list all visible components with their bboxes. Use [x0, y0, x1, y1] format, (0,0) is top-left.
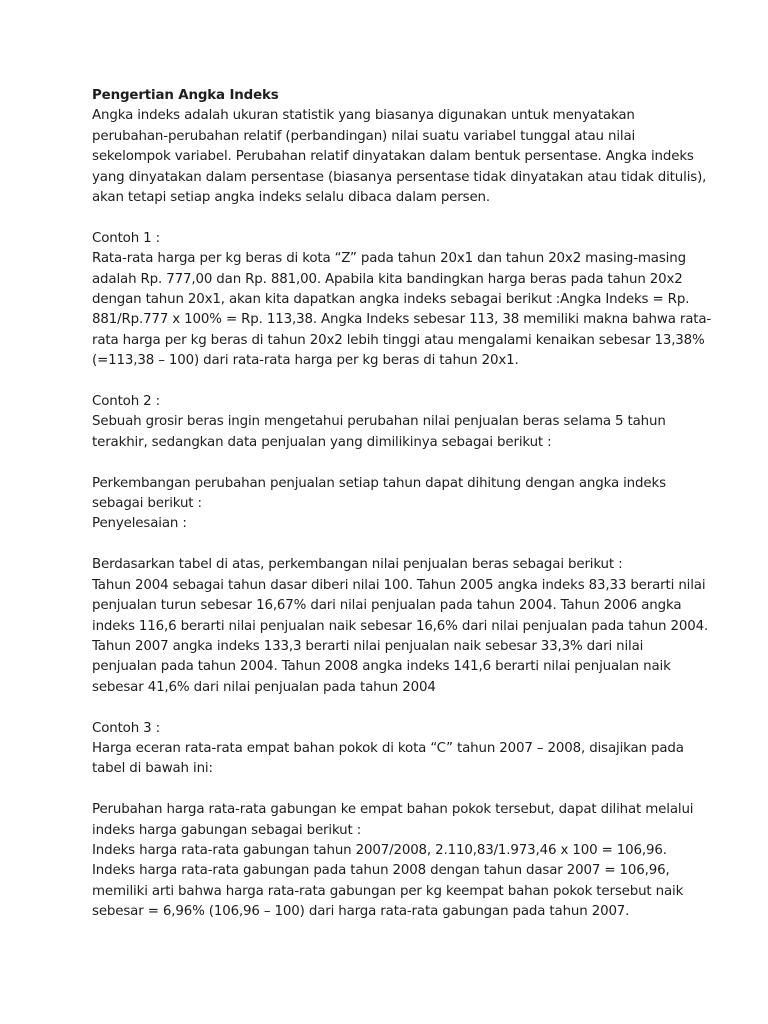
text-line: Angka indeks adalah ukuran statistik yang biasanya digunakan untuk menyatakan	[92, 108, 635, 124]
text-line: perubahan-perubahan relatif (perbandingan) nilai suatu variabel tunggal atau nilai	[92, 128, 636, 144]
text-line: Penyelesaian :	[92, 516, 187, 532]
paragraph-sales-growth	[92, 474, 692, 535]
example-heading: Contoh 3 :	[92, 720, 161, 736]
text-line: Tahun 2007 angka indeks 133,3 berarti nilai penjualan naik sebesar 33,3% dari nilai	[92, 638, 644, 654]
text-line: terakhir, sedangkan data penjualan yang dimilikinya sebagai berikut :	[92, 434, 552, 450]
paragraph-gap	[92, 698, 692, 718]
text-line: yang dinyatakan dalam persentase (biasanya persentase tidak dinyatakan atau tidak ditulis),	[92, 169, 707, 185]
text-line: Perkembangan perubahan penjualan setiap tahun dapat dihitung dengan angka indeks	[92, 475, 666, 491]
text-line: sebesar 41,6% dari nilai penjualan pada tahun 2004	[92, 679, 436, 695]
text-line: Berdasarkan tabel di atas, perkembangan nilai penjualan beras sebagai berikut :	[92, 557, 623, 573]
text-line: Harga eceran rata-rata empat bahan pokok di kota “C” tahun 2007 – 2008, disajikan pada	[92, 740, 684, 756]
paragraph-sales-analysis	[92, 555, 709, 698]
text-line: sebesar = 6,96% (106,96 – 100) dari harga rata-rata gabungan pada tahun 2007.	[92, 904, 630, 920]
text-line: Perubahan harga rata-rata gabungan ke empat bahan pokok tersebut, dapat dilihat melalui	[92, 802, 694, 818]
paragraph-definition	[92, 106, 707, 208]
paragraph-gap	[92, 535, 692, 555]
text-line: akan tetapi setiap angka indeks selalu dibaca dalam persen.	[92, 190, 490, 206]
document-page	[92, 86, 712, 923]
text-line: dengan tahun 20x1, akan kita dapatkan angka indeks sebagai berikut :Angka Indeks = Rp.	[92, 292, 690, 308]
text-line: Tahun 2004 sebagai tahun dasar diberi nilai 100. Tahun 2005 angka indeks 83,33 berarti nilai	[92, 577, 706, 593]
text-line: 881/Rp.777 x 100% = Rp. 113,38. Angka Indeks sebesar 113, 38 memiliki makna bahwa rata-	[92, 312, 712, 328]
text-line: sebagai berikut :	[92, 496, 202, 512]
paragraph-gap	[92, 208, 692, 228]
example-heading: Contoh 1 :	[92, 230, 161, 246]
text-line: penjualan pada tahun 2004. Tahun 2008 angka indeks 141,6 berarti nilai penjualan naik	[92, 659, 671, 675]
text-line: Sebuah grosir beras ingin mengetahui perubahan nilai penjualan beras selama 5 tahun	[92, 414, 666, 430]
text-line: sekelompok variabel. Perubahan relatif dinyatakan dalam bentuk persentase. Angka indeks	[92, 149, 694, 165]
paragraph-gap	[92, 453, 692, 473]
text-line: indeks harga gabungan sebagai berikut :	[92, 822, 362, 838]
paragraph-example-2	[92, 392, 692, 453]
text-line: memiliki arti bahwa harga rata-rata gabungan per kg keempat bahan pokok tersebut naik	[92, 883, 684, 899]
paragraph-gap	[92, 372, 692, 392]
text-line: rata harga per kg beras di tahun 20x2 lebih tinggi atau mengalami kenaikan sebesar 13,38%	[92, 332, 705, 348]
paragraph-gap	[92, 780, 692, 800]
text-line: indeks 116,6 berarti nilai penjualan naik sebesar 16,6% dari nilai penjualan pada tahun 2004.	[92, 618, 709, 634]
text-line: tabel di bawah ini:	[92, 761, 213, 777]
text-line: adalah Rp. 777,00 dan Rp. 881,00. Apabila kita bandingkan harga beras pada tahun 20x2	[92, 271, 683, 287]
text-line: Indeks harga rata-rata gabungan tahun 2007/2008, 2.110,83/1.973,46 x 100 = 106,96.	[92, 842, 667, 858]
paragraph-composite-index	[92, 800, 692, 922]
example-heading: Contoh 2 :	[92, 394, 161, 410]
text-line: penjualan turun sebesar 16,67% dari nilai penjualan pada tahun 2004. Tahun 2006 angka	[92, 598, 682, 614]
text-line: (=113,38 – 100) dari rata-rata harga per kg beras di tahun 20x1.	[92, 353, 519, 369]
text-line: Rata-rata harga per kg beras di kota “Z” pada tahun 20x1 dan tahun 20x2 masing-masing	[92, 251, 686, 267]
text-line: Indeks harga rata-rata gabungan pada tahun 2008 dengan tahun dasar 2007 = 106,96,	[92, 863, 670, 879]
document-title: Pengertian Angka Indeks	[92, 88, 279, 103]
paragraph-example-3	[92, 719, 692, 780]
paragraph-example-1	[92, 229, 712, 372]
